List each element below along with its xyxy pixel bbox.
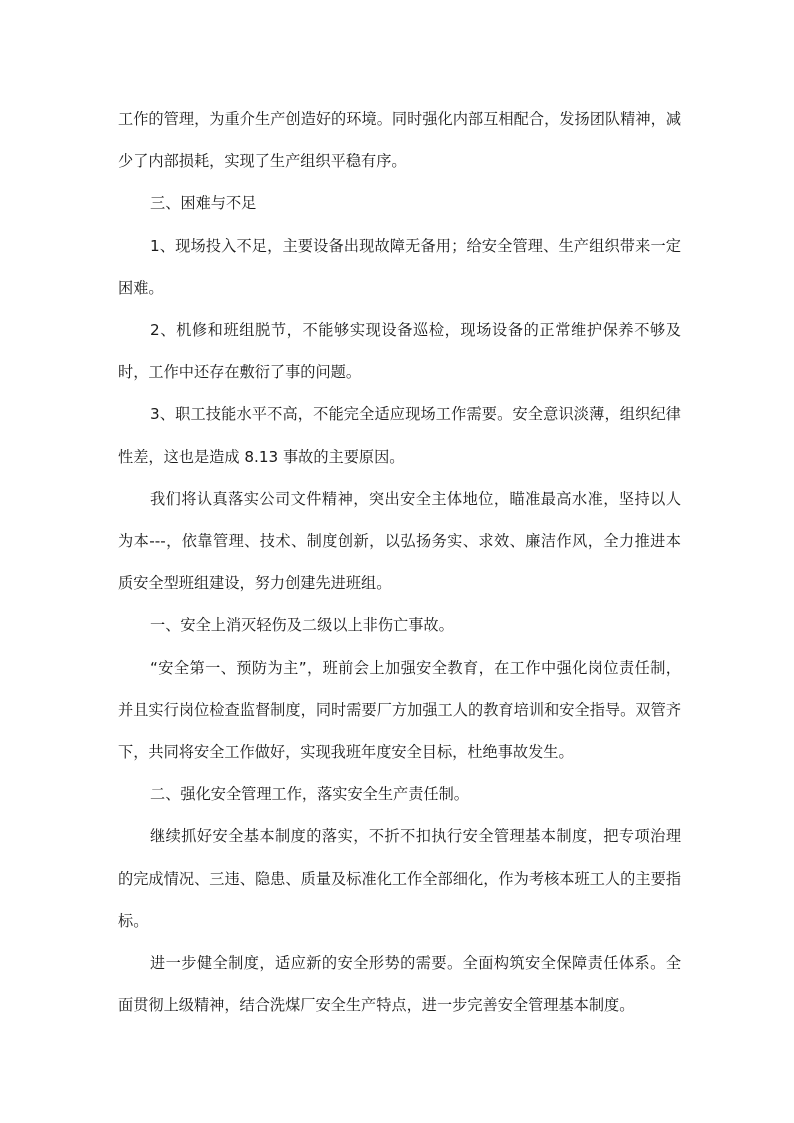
section-heading-goal-2: 二、强化安全管理工作，落实安全生产责任制。 (150, 785, 469, 804)
paragraph-safety-system: 继续抓好安全基本制度的落实，不折不扣执行安全管理基本制度，把专项治理的完成情况、三违、隐患、质量及标准化工作全部细化，作为考核本班工人的主要指标。 (118, 827, 681, 930)
difficulty-item-2: 2、机修和班组脱节，不能够实现设备巡检，现场设备的正常维护保养不够及时，工作中还存在敷衍了事的问题。 (118, 321, 681, 382)
section-heading-difficulties: 三、困难与不足 (150, 194, 257, 213)
paragraph-continuation: 工作的管理，为重介生产创造好的环境。同时强化内部互相配合，发扬团队精神，减少了内部损耗，实现了生产组织平稳有序。 (118, 110, 681, 171)
difficulty-item-3: 3、职工技能水平不高，不能完全适应现场工作需要。安全意识淡薄，组织纪律性差，这也是造成 8.13 事故的主要原因。 (118, 405, 681, 466)
paragraph-plan-intro: 我们将认真落实公司文件精神，突出安全主体地位，瞄准最高水准，坚持以人为本---，依靠管理、技术、制度创新，以弘扬务实、求效、廉洁作风，全力推进本质安全型班组建设，努力创建先进班组。 (118, 489, 681, 593)
section-heading-goal-1: 一、安全上消灭轻伤及二级以上非伤亡事故。 (150, 616, 454, 635)
paragraph-safety-first: “安全第一、预防为主”，班前会上加强安全教育，在工作中强化岗位责任制，并且实行岗位检查监督制度，同时需要厂方加强工人的教育培训和安全指导。双管齐下，共同将安全工作做好，实现我班年度安全目标，杜绝事故发生。 (118, 658, 681, 762)
paragraph-improve-system: 进一步健全制度，适应新的安全形势的需要。全面构筑安全保障责任体系。全面贯彻上级精神，结合洗煤厂安全生产特点，进一步完善安全管理基本制度。 (118, 954, 681, 1015)
difficulty-item-1: 1、现场投入不足，主要设备出现故障无备用；给安全管理、生产组织带来一定困难。 (118, 236, 681, 297)
